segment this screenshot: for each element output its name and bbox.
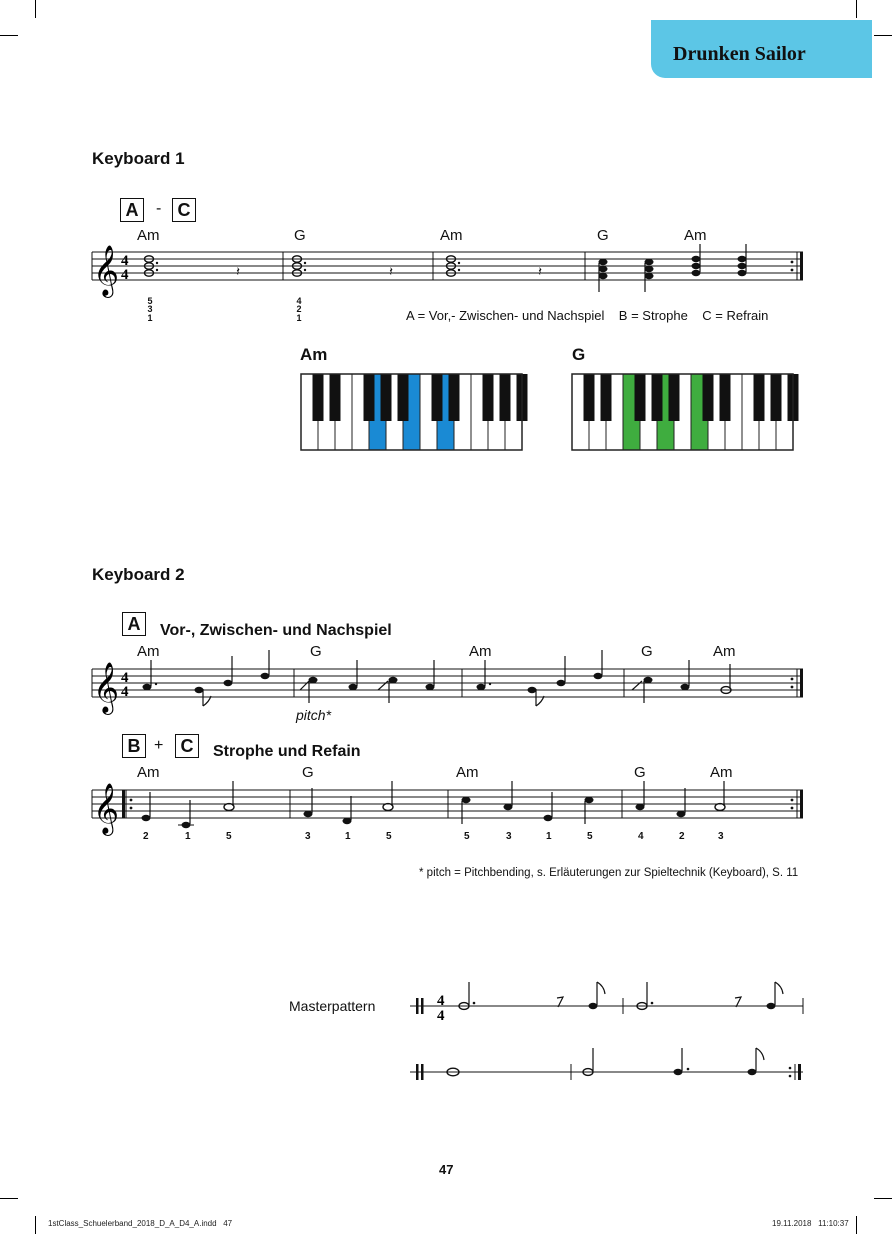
keyboard-diagram-g bbox=[571, 373, 794, 451]
chord-label: Am bbox=[710, 764, 733, 781]
black-key bbox=[754, 374, 765, 421]
pitch-label: pitch* bbox=[296, 707, 332, 723]
keyboard2-heading: Keyboard 2 bbox=[92, 565, 185, 584]
crop-mark bbox=[0, 35, 18, 36]
fingering: 3 bbox=[718, 831, 724, 842]
plus-sign: + bbox=[154, 737, 164, 754]
chord-label: G bbox=[634, 764, 646, 781]
black-key bbox=[364, 374, 375, 421]
chord-label: G bbox=[310, 643, 322, 660]
black-key bbox=[398, 374, 409, 421]
black-key bbox=[381, 374, 392, 421]
black-key bbox=[771, 374, 782, 421]
black-key bbox=[703, 374, 714, 421]
svg-text:𝄞: 𝄞 bbox=[93, 245, 120, 296]
time-signature-top: 4 bbox=[437, 993, 445, 1009]
diagram-label-g: G bbox=[572, 345, 586, 364]
svg-text:𝄞: 𝄞 bbox=[93, 783, 120, 834]
svg-text:𝄽: 𝄽 bbox=[538, 265, 542, 280]
crop-mark bbox=[0, 1198, 18, 1199]
line1-heading: Vor-, Zwischen- und Nachspiel bbox=[160, 622, 392, 639]
chord-label: Am bbox=[469, 643, 492, 660]
keyboard-diagram-am bbox=[300, 373, 523, 451]
crop-mark bbox=[856, 0, 857, 18]
chord-label: Am bbox=[137, 764, 160, 781]
chord-label: Am bbox=[137, 227, 160, 244]
line2-heading: Strophe und Refain bbox=[213, 743, 361, 760]
black-key bbox=[635, 374, 646, 421]
black-key bbox=[500, 374, 511, 421]
black-key bbox=[584, 374, 595, 421]
section-legend: A = Vor,- Zwischen- und Nachspiel B = Strophe C = Refrain bbox=[406, 308, 769, 323]
keyboard1-heading: Keyboard 1 bbox=[92, 149, 185, 168]
fingering: 3 bbox=[305, 831, 311, 842]
fingering: 5 bbox=[464, 831, 470, 842]
black-key bbox=[652, 374, 663, 421]
svg-text:𝄽: 𝄽 bbox=[236, 265, 240, 280]
svg-text:4: 4 bbox=[121, 267, 129, 283]
black-key bbox=[483, 374, 494, 421]
black-key bbox=[449, 374, 460, 421]
black-key bbox=[432, 374, 443, 421]
section-dash: - bbox=[156, 200, 162, 217]
diagram-label-am: Am bbox=[300, 345, 328, 364]
chord-label: G bbox=[294, 227, 306, 244]
fingering: 1 bbox=[345, 831, 351, 842]
fingering: 1 bbox=[185, 831, 191, 842]
section-a-box: A bbox=[120, 198, 144, 222]
fingering: 3 bbox=[147, 304, 153, 314]
chord-label: G bbox=[302, 764, 314, 781]
fingering: 3 bbox=[506, 831, 512, 842]
time-signature-bottom: 4 bbox=[437, 1008, 445, 1024]
section-c-box: C bbox=[172, 198, 196, 222]
fingering: 5 bbox=[226, 831, 232, 842]
svg-text:𝄞: 𝄞 bbox=[93, 662, 120, 713]
chord-label: G bbox=[641, 643, 653, 660]
title-tab bbox=[651, 20, 872, 78]
fingering: 4 bbox=[296, 296, 302, 306]
fingering: 2 bbox=[679, 831, 685, 842]
fingering: 5 bbox=[386, 831, 392, 842]
fingering: 1 bbox=[147, 313, 153, 323]
footer-timestamp: 19.11.2018 11:10:37 bbox=[772, 1219, 849, 1228]
chord-label: Am bbox=[440, 227, 463, 244]
black-key bbox=[330, 374, 341, 421]
page-number: 47 bbox=[439, 1162, 454, 1177]
crop-mark bbox=[874, 1198, 892, 1199]
fingering: 4 bbox=[638, 831, 644, 842]
crop-mark bbox=[874, 35, 892, 36]
fingering: 1 bbox=[296, 313, 302, 323]
fingering: 1 bbox=[546, 831, 552, 842]
footer-file: 1stClass_Schuelerband_2018_D_A_D4_A.indd 47 bbox=[48, 1219, 233, 1228]
svg-text:4: 4 bbox=[121, 684, 129, 700]
section-b-box: B bbox=[122, 734, 146, 758]
svg-text:4: 4 bbox=[121, 253, 129, 269]
section-a-box: A bbox=[122, 612, 146, 636]
black-key bbox=[313, 374, 324, 421]
fingering: 5 bbox=[147, 296, 153, 306]
chord-label: Am bbox=[137, 643, 160, 660]
chord-label: G bbox=[597, 227, 609, 244]
footnote: * pitch = Pitchbending, s. Erläuterungen zur Spieltechnik (Keyboard), S. 11 bbox=[419, 867, 799, 879]
black-key bbox=[669, 374, 680, 421]
page-title: Drunken Sailor bbox=[673, 43, 806, 65]
crop-mark bbox=[856, 1216, 857, 1234]
crop-mark bbox=[35, 0, 36, 18]
black-key bbox=[720, 374, 731, 421]
chord-label: Am bbox=[713, 643, 736, 660]
chord-label: Am bbox=[684, 227, 707, 244]
crop-mark bbox=[35, 1216, 36, 1234]
section-c-box: C bbox=[175, 734, 199, 758]
fingering: 5 bbox=[587, 831, 593, 842]
chord-label: Am bbox=[456, 764, 479, 781]
svg-text:𝄽: 𝄽 bbox=[389, 265, 393, 280]
black-key bbox=[601, 374, 612, 421]
fingering: 2 bbox=[296, 304, 302, 314]
fingering: 2 bbox=[143, 831, 149, 842]
svg-text:4: 4 bbox=[121, 670, 129, 686]
masterpattern-label: Masterpattern bbox=[289, 998, 376, 1014]
